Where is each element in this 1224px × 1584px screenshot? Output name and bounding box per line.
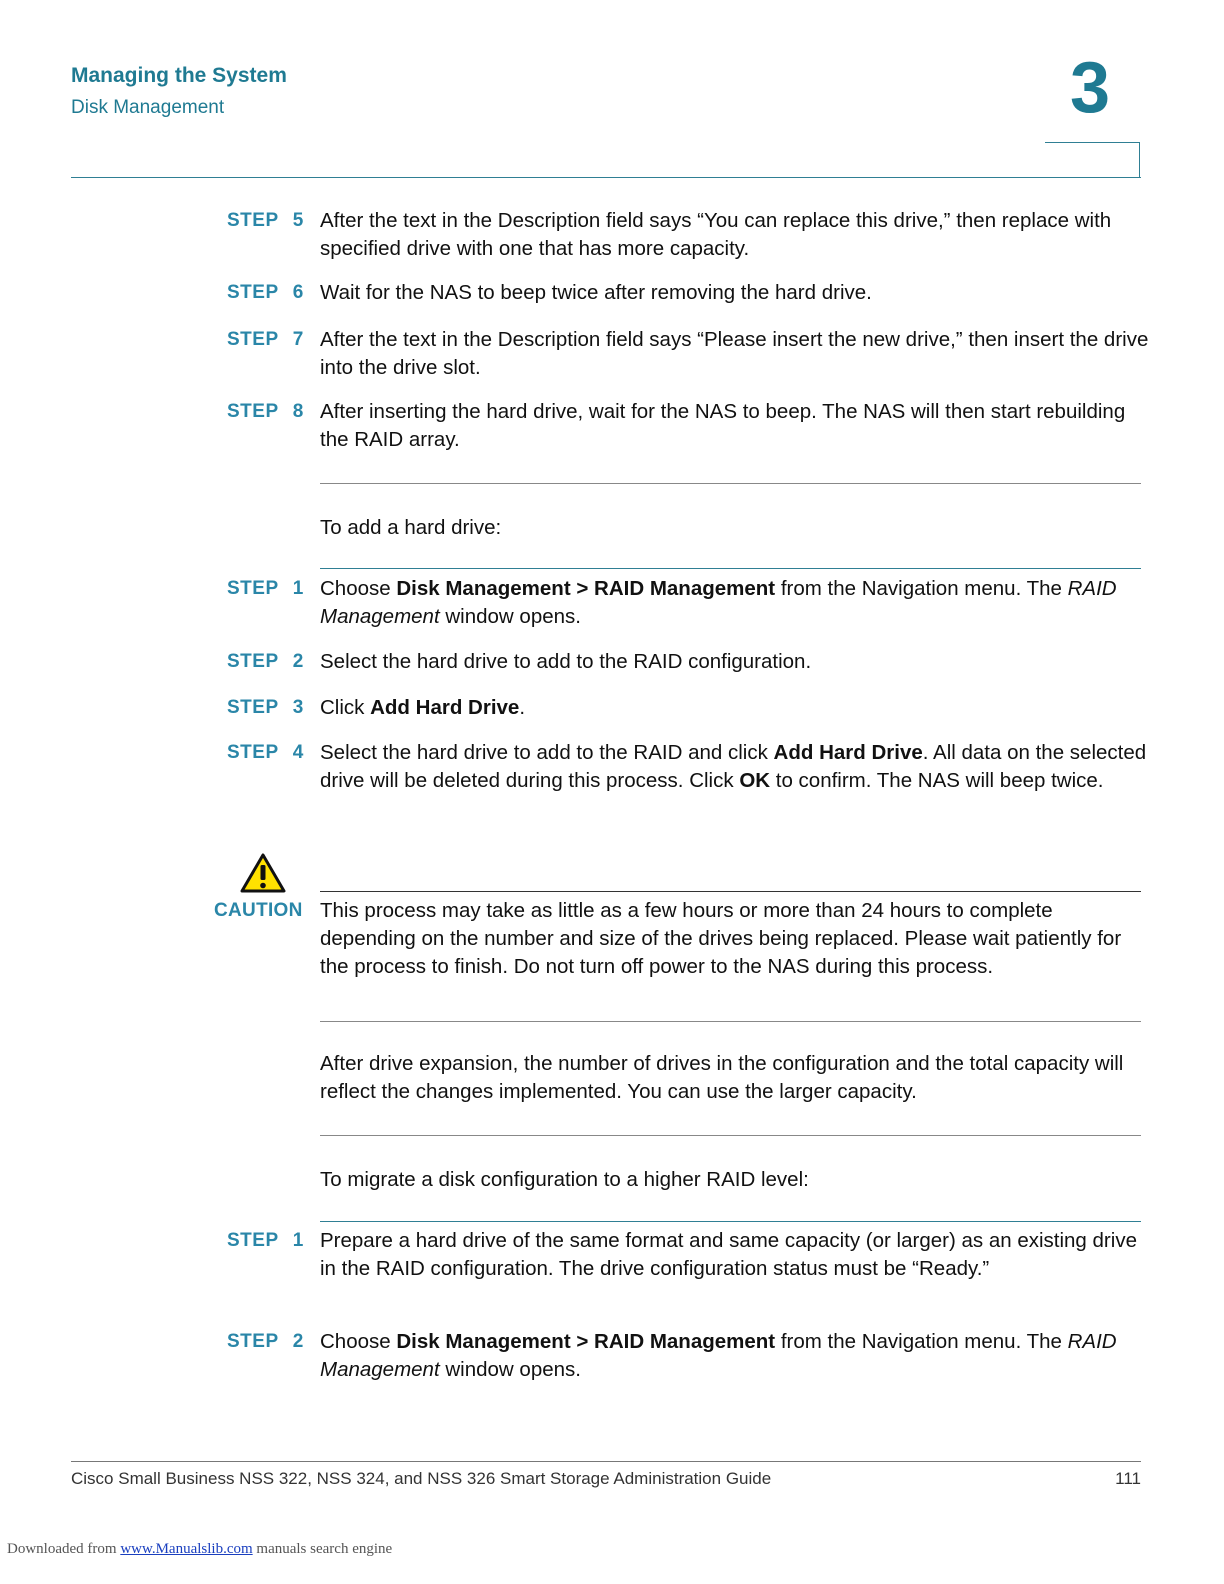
step-text: Select the hard drive to add to the RAID and click Add Hard Drive. All data on the selected drive will be deleted during this process. Click OK to confirm. The NAS will beep twice. xyxy=(320,741,1147,792)
step-text: After the text in the Description field says “Please insert the new drive,” then insert the drive into the drive slot. xyxy=(320,328,1149,379)
step-number: 5 xyxy=(292,210,304,231)
step-number: 2 xyxy=(292,651,304,672)
footer-divider xyxy=(71,1461,1141,1462)
step-number: 1 xyxy=(292,578,304,599)
section-divider xyxy=(320,568,1141,569)
step-label: STEP xyxy=(227,1230,279,1251)
step-text: Choose Disk Management > RAID Management from the Navigation menu. The RAID Management window opens. xyxy=(320,1330,1117,1381)
button-name: Add Hard Drive xyxy=(370,696,520,719)
section-divider xyxy=(320,1221,1141,1222)
step-text: Prepare a hard drive of the same format and same capacity (or larger) as an existing drive in the RAID configuration. The drive configuration status must be “Ready.” xyxy=(320,1229,1137,1280)
manualslib-link[interactable]: www.Manualslib.com xyxy=(120,1541,253,1557)
window-name: RAID Management xyxy=(320,577,1117,628)
caution-label: CAUTION xyxy=(214,900,303,921)
menu-path: Disk Management > RAID Management xyxy=(396,577,776,600)
intro-add-drive: To add a hard drive: xyxy=(320,516,502,539)
step-label: STEP xyxy=(227,697,279,718)
button-name: OK xyxy=(739,769,771,792)
step-number: 4 xyxy=(292,742,304,763)
step-label: STEP xyxy=(227,651,279,672)
step-text: Select the hard drive to add to the RAID configuration. xyxy=(320,650,812,673)
step-label: STEP xyxy=(227,282,279,303)
button-name: Add Hard Drive xyxy=(773,741,923,764)
step-label: STEP xyxy=(227,329,279,350)
step-number: 1 xyxy=(292,1230,304,1251)
section-divider xyxy=(320,483,1141,484)
window-name: RAID Management xyxy=(320,1330,1117,1381)
step-text: Choose Disk Management > RAID Management from the Navigation menu. The RAID Management window opens. xyxy=(320,577,1117,628)
after-expansion-note: After drive expansion, the number of drives in the configuration and the total capacity will reflect the changes implemented. You can use the larger capacity. xyxy=(320,1052,1124,1103)
page-number: 111 xyxy=(1115,1469,1141,1488)
step-number: 2 xyxy=(292,1331,304,1352)
section-title: Managing the System xyxy=(71,64,287,87)
step-number: 7 xyxy=(292,329,304,350)
caution-top-divider xyxy=(320,891,1141,892)
download-notice: Downloaded from www.Manualslib.com manuals search engine xyxy=(7,1541,393,1557)
caution-bottom-divider xyxy=(320,1021,1141,1022)
step-number: 3 xyxy=(292,697,304,718)
menu-path: Disk Management > RAID Management xyxy=(396,1330,776,1353)
step-text: After the text in the Description field says “You can replace this drive,” then replace with specified drive with one that has more capacity. xyxy=(320,209,1112,260)
step-label: STEP xyxy=(227,401,279,422)
chapter-number: 3 xyxy=(1070,48,1111,128)
chapter-box-divider xyxy=(1045,142,1140,177)
step-text: Click Add Hard Drive. xyxy=(320,696,526,719)
step-label: STEP xyxy=(227,578,279,599)
section-subtitle: Disk Management xyxy=(71,97,225,118)
step-number: 6 xyxy=(292,282,304,303)
caution-text: This process may take as little as a few hours or more than 24 hours to complete depending on the number and size of the drives being replaced. Please wait patiently for the process to finish. Do not turn off power to the NAS during this process. xyxy=(320,899,1122,978)
footer-guide-title: Cisco Small Business NSS 322, NSS 324, and NSS 326 Smart Storage Administration Guide xyxy=(71,1469,772,1488)
step-number: 8 xyxy=(292,401,304,422)
intro-migrate: To migrate a disk configuration to a higher RAID level: xyxy=(320,1168,809,1191)
step-text: Wait for the NAS to beep twice after removing the hard drive. xyxy=(320,281,872,304)
section-divider xyxy=(320,1135,1141,1136)
step-label: STEP xyxy=(227,1331,279,1352)
step-label: STEP xyxy=(227,742,279,763)
warning-triangle-icon xyxy=(239,852,287,894)
step-label: STEP xyxy=(227,210,279,231)
step-text: After inserting the hard drive, wait for the NAS to beep. The NAS will then start rebuilding the RAID array. xyxy=(320,400,1126,451)
header-divider xyxy=(71,177,1141,178)
